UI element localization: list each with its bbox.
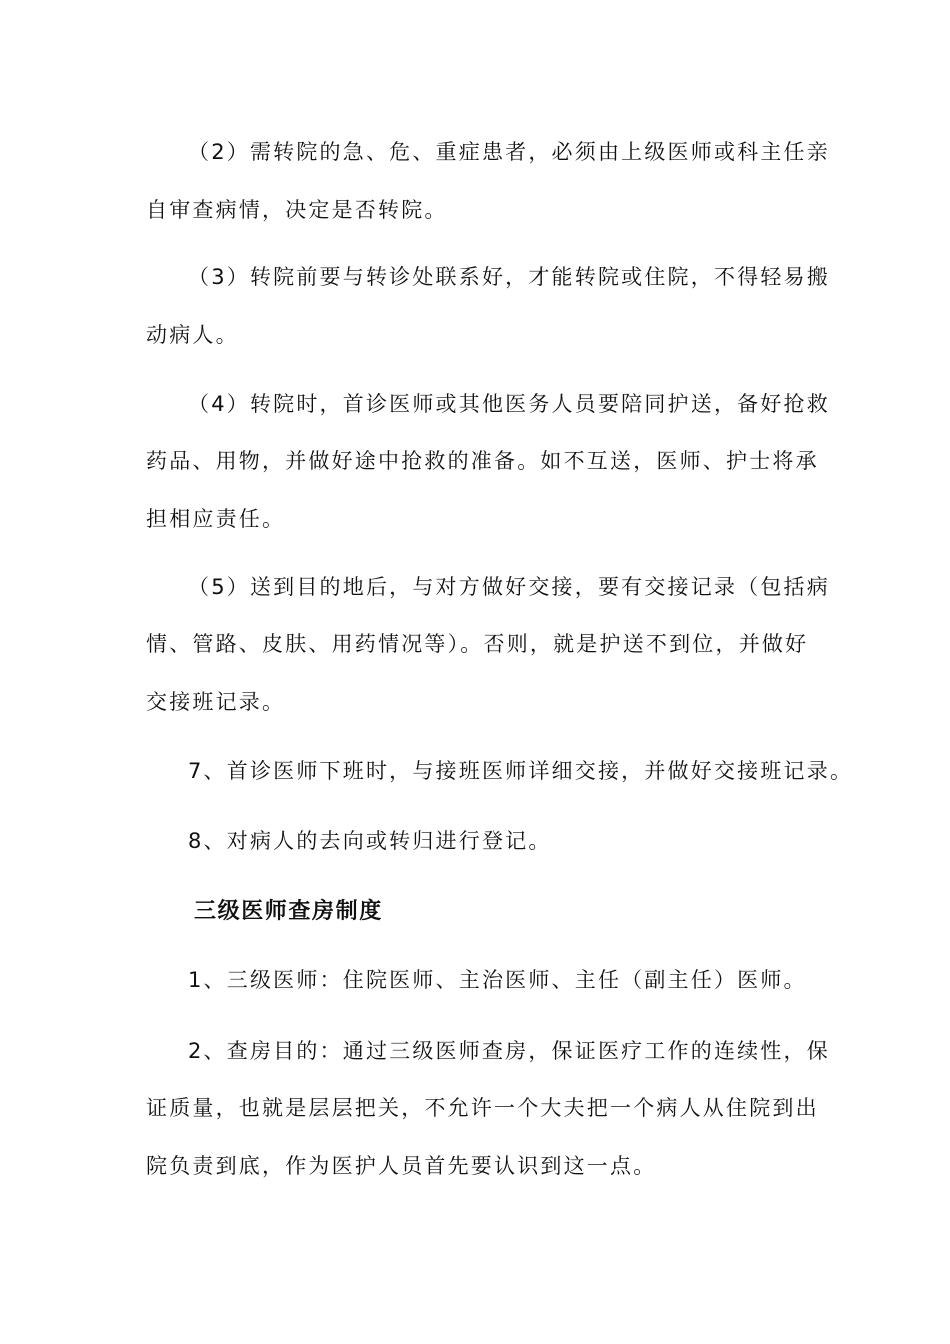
paragraph-4-line-2: 药品、用物，并做好途中抢救的准备。如不互送，医师、护士将承 [146, 449, 819, 473]
paragraph-4-line-3: 担相应责任。 [146, 507, 286, 531]
paragraph-8-line-1: 8、对病人的去向或转归进行登记。 [188, 829, 552, 853]
paragraph-5-line-1: （5）送到目的地后，与对方做好交接，要有交接记录（包括病 [188, 575, 830, 599]
section-heading: 三级医师查房制度 [194, 899, 383, 924]
paragraph-3-line-1: （3）转院前要与转诊处联系好，才能转院或住院，不得轻易搬 [188, 265, 830, 289]
paragraph-2-line-2: 自审查病情，决定是否转院。 [146, 198, 448, 222]
section-paragraph-2-line-2: 证质量，也就是层层把关，不允许一个大夫把一个病人从住院到出 [146, 1096, 819, 1120]
paragraph-2-line-1: （2）需转院的急、危、重症患者，必须由上级医师或科主任亲 [188, 140, 830, 164]
paragraph-5-line-3: 交接班记录。 [146, 690, 286, 714]
section-paragraph-1-line-1: 1、三级医师：住院医师、主治医师、主任（副主任）医师。 [188, 968, 807, 992]
paragraph-4-line-1: （4）转院时，首诊医师或其他医务人员要陪同护送，备好抢救 [188, 392, 830, 416]
section-paragraph-2-line-3: 院负责到底，作为医护人员首先要认识到这一点。 [146, 1154, 657, 1178]
section-paragraph-2-line-1: 2、查房目的：通过三级医师查房，保证医疗工作的连续性，保 [188, 1039, 830, 1063]
paragraph-5-line-2: 情、管路、皮肤、用药情况等）。否则，就是护送不到位，并做好 [146, 632, 809, 656]
paragraph-3-line-2: 动病人。 [146, 323, 239, 347]
paragraph-7-line-1: 7、首诊医师下班时，与接班医师详细交接，并做好交接班记录。 [188, 759, 854, 783]
